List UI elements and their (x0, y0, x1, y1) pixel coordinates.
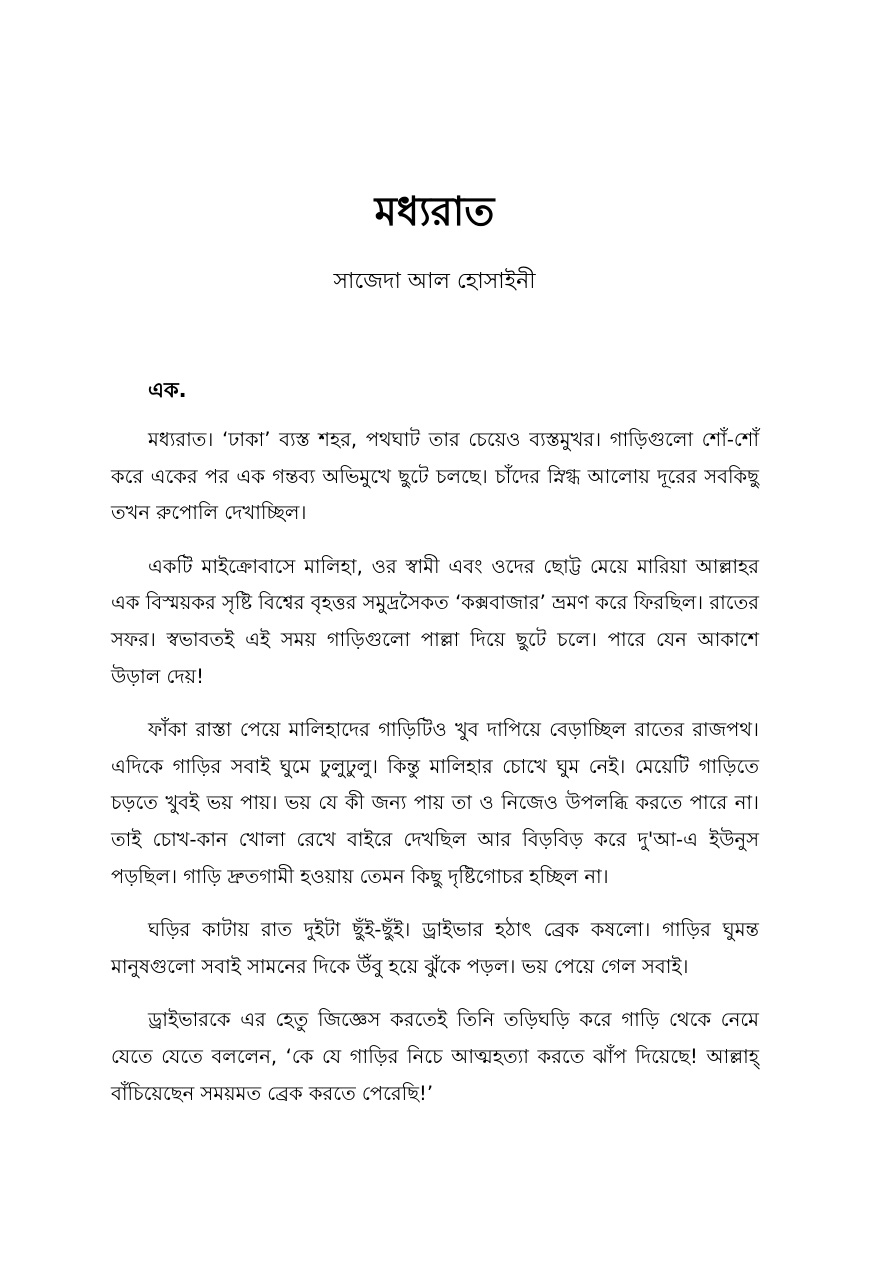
chapter-title: মধ্যরাত (374, 189, 495, 235)
paragraph-4: ঘড়ির কাটায় রাত দুইটা ছুঁই-ছুঁই। ড্রাইভার হঠাৎ ব্রেক কষলো। গাড়ির ঘুমন্ত মানুষগুলো সবাই সামনের দিকে উঁবু হয়ে ঝুঁকে পড়ল। ভয় পেয়ে গেল সবাই। (111, 918, 759, 978)
section-heading: এক. (148, 378, 187, 402)
paragraph-5: ড্রাইভারকে এর হেতু জিজ্ঞেস করতেই তিনি তড়িঘড়ি করে গাড়ি থেকে নেমে যেতে যেতে বললেন, ‘কে যে গাড়ির নিচে আত্মহত্যা করতে ঝাঁপ দিয়েছে! আল্লাহ্ বাঁচিয়েছেন সময়মত ব্রেক করতে পেরেছি!’ (111, 1008, 759, 1105)
paragraph-2: একটি মাইক্রোবাসে মালিহা, ওর স্বামী এবং ওদের ছোট্ট মেয়ে মারিয়া আল্লাহর এক বিস্ময়কর সৃষ্টি বিশ্বের বৃহত্তর সমুদ্রসৈকত ‘কক্সবাজার’ ভ্রমণ করে ফিরছিল। রাতের সফর। স্বভাবতই এই সময় গাড়িগুলো পাল্লা দিয়ে ছুটে চলে। পারে যেন আকাশে উড়াল দেয়! (111, 554, 759, 688)
paragraph-1: মধ্যরাত। ‘ঢাকা’ ব্যস্ত শহর, পথঘাট তার চেয়েও ব্যস্তমুখর। গাড়িগুলো শোঁ-শোঁ করে একের পর এক গন্তব্য অভিমুখে ছুটে চলছে। চাঁদের স্নিগ্ধ আলোয় দূরের সবকিছু তখন রুপোলি দেখাচ্ছিল। (111, 428, 759, 525)
author-name: সাজেদা আল হোসাইনী (333, 269, 536, 294)
paragraph-3: ফাঁকা রাস্তা পেয়ে মালিহাদের গাড়িটিও খুব দাপিয়ে বেড়াচ্ছিল রাতের রাজপথ। এদিকে গাড়ির সবাই ঘুমে ঢুলুঢুলু। কিন্তু মালিহার চোখে ঘুম নেই। মেয়েটি গাড়িতে চড়তে খুবই ভয় পায়। ভয় যে কী জন্য পায় তা ও নিজেও উপলব্ধি করতে পারে না। তাই চোখ-কান খোলা রেখে বাইরে দেখছিল আর বিড়বিড় করে দু'আ-এ ইউনুস পড়ছিল। গাড়ি দ্রুতগামী হওয়ায় তেমন কিছু দৃষ্টিগোচর হচ্ছিল না। (111, 718, 759, 888)
story-body (111, 422, 759, 1129)
